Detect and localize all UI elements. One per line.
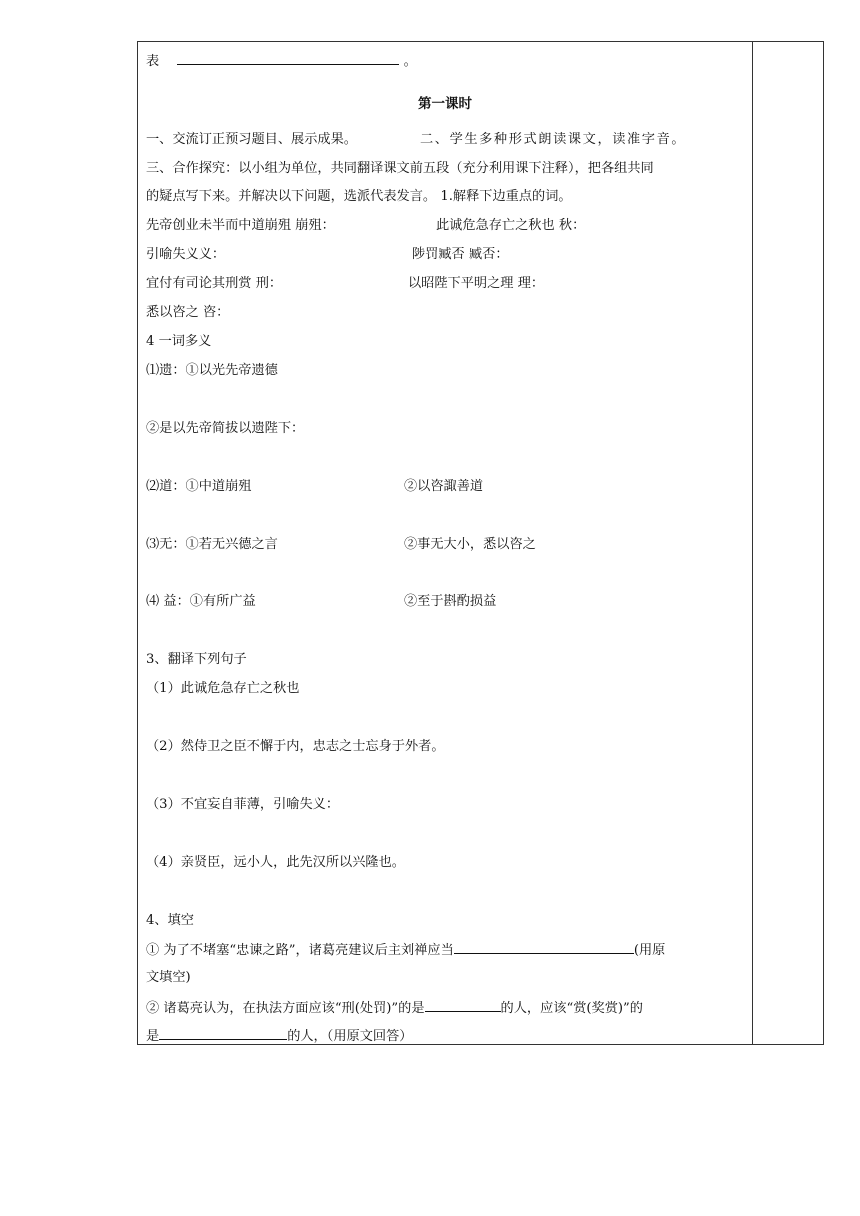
fill-q2-line2 (146, 1026, 412, 1046)
polysemy-item1-a: ⑴遗：①以光先帝遗德 (146, 363, 278, 378)
translate-s4: （4）亲贤臣，远小人，此先汉所以兴隆也。 (146, 855, 405, 870)
fill-q1-suffix: (用原 (633, 943, 666, 958)
vocab-r4-left: 悉以咨之 咨： (146, 305, 230, 320)
translate-s1: （1）此诚危急存亡之秋也 (146, 681, 300, 696)
vocab-r1-right: 此诚危急存亡之秋也 秋： (436, 218, 586, 233)
polysemy-item2-a: ⑵道：①中道崩殂 (146, 479, 252, 494)
lesson-title: 第一课时 (418, 96, 472, 112)
header-blank[interactable] (177, 51, 399, 65)
step3-line1: 三、合作探究：以小组为单位，共同翻译课文前五段（充分利用课下注释），把各组共同 (146, 161, 654, 176)
worksheet-table (137, 41, 824, 1045)
fill-q1-line1 (146, 940, 665, 960)
fill-q2-blank1[interactable] (425, 998, 501, 1012)
vocab-r1-left: 先帝创业未半而中道崩殂 崩殂： (146, 218, 335, 233)
vocab-r3-right: 以昭陛下平明之理 理： (408, 276, 545, 291)
column-divider (752, 42, 753, 1044)
step1: 一、交流订正预习题目、展示成果。 (146, 132, 357, 147)
polysemy-heading: 4 一词多义 (146, 334, 212, 349)
header-line (146, 51, 417, 71)
fill-heading: 4、填空 (146, 913, 194, 928)
fill-q2-suffix: 的人，（用原文回答） (287, 1029, 413, 1044)
fill-q2-line1 (146, 998, 643, 1018)
fill-q2-mid: 的人，应该“赏(奖赏)”的 (500, 1001, 643, 1016)
translate-heading: 3、翻译下列句子 (146, 652, 247, 667)
polysemy-item1-b: ②是以先帝简拔以遗陛下： (146, 421, 305, 436)
translate-s3: （3）不宜妄自菲薄，引喻失义： (146, 797, 340, 812)
fill-q2-prefix: 是 (146, 1029, 160, 1044)
vocab-r2-right: 陟罚臧否 臧否： (412, 247, 509, 262)
fill-q1-text: ① 为了不堵塞“忠谏之路”，诸葛亮建议后主刘禅应当 (146, 943, 454, 958)
fill-q1-line2: 文填空) (146, 970, 191, 985)
header-suffix: 。 (403, 54, 417, 69)
polysemy-item3-a: ⑶无：①若无兴德之言 (146, 537, 278, 552)
polysemy-item3-b: ②事无大小，悉以咨之 (404, 537, 536, 552)
fill-q1-blank[interactable] (454, 940, 634, 954)
step3-line2: 的疑点写下来。并解决以下问题，选派代表发言。 1.解释下边重点的词。 (146, 189, 572, 204)
translate-s2: （2）然侍卫之臣不懈于内，忠志之士忘身于外者。 (146, 739, 445, 754)
header-prefix: 表 (146, 54, 160, 69)
polysemy-item2-b: ②以咨諏善道 (404, 479, 484, 494)
vocab-r3-left: 宜付有司论其刑赏 刑： (146, 276, 283, 291)
vocab-r2-left: 引喻失义义： (146, 247, 226, 262)
polysemy-item4-b: ②至于斟酌损益 (404, 594, 497, 609)
fill-q2-blank2[interactable] (159, 1026, 287, 1040)
fill-q2-text: ② 诸葛亮认为，在执法方面应该“刑(处罚)”的是 (146, 1001, 425, 1016)
step2: 二、学生多种形式朗读课文，读准字音。 (420, 132, 687, 147)
polysemy-item4-a: ⑷ 益：①有所广益 (146, 594, 256, 609)
